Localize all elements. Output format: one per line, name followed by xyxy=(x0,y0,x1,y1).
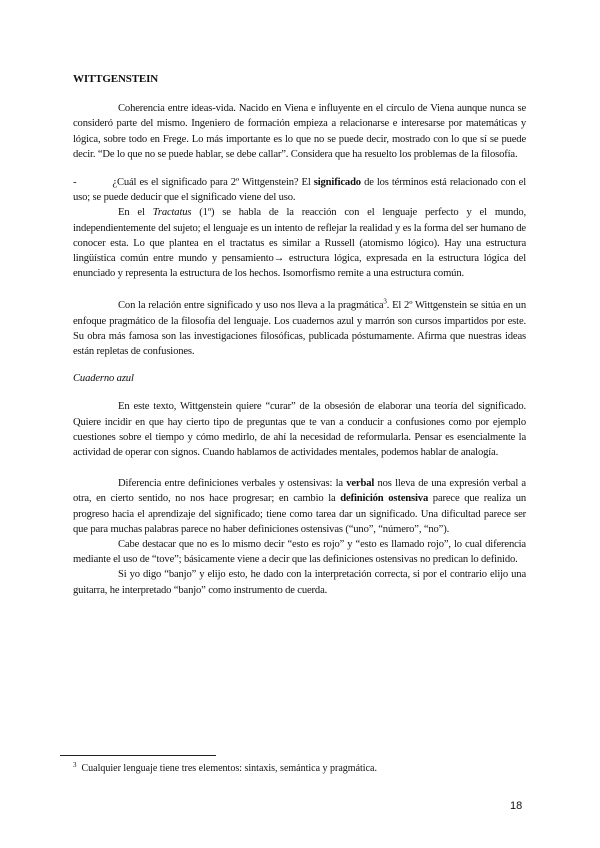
bold-term-definicion-ostensiva: definición ostensiva xyxy=(340,493,429,505)
paragraph-banjo: Si yo digo “banjo” y elijo esto, he dado con la interpretación correcta, si por el contrario elijo una guitarra, he interpretado “banjo” como instrumento de cuerda. xyxy=(73,569,526,596)
section-heading-cuaderno-azul: Cuaderno azul xyxy=(73,373,134,385)
paragraph-tractatus xyxy=(73,205,526,281)
footnote-separator xyxy=(60,755,216,756)
paragraph-text: Con la relación entre significado y uso nos lleva a la pragmática xyxy=(118,300,384,312)
footnote-mark: 3 xyxy=(73,760,77,769)
paragraph-text: (1º) se habla de la reacción con el lenguaje perfecto y el mundo, independientemente del sujeto; el lenguaje es un intento de reflejar la realidad y es la forma del ser humano de conocer esta. Lo que plantea en el tractatus es similar a Russell (atomismo lógico). Hay una estructura lingüística común entre mundo y pensamiento→ estructura lógica, expresada en la estructura lógica del enunciado y representa la estructura de los hechos. Isomorfismo remite a una estructura común. xyxy=(73,207,526,280)
footnote xyxy=(73,762,543,775)
paragraph-rojo: Cabe destacar que no es lo mismo decir “esto es rojo” y “esto es llamado rojo”, lo cual diferencia mediante el uso de “tove”; básicamente viene a decir que las definiciones ostensivas no predican lo definido. xyxy=(73,539,526,566)
paragraph-definiciones xyxy=(73,476,526,537)
paragraph-text: de los términos está relacionado con el uso; se puede deducir que el significado viene del uso. xyxy=(73,177,526,204)
page-body xyxy=(73,72,526,598)
footnote-text: Cualquier lenguaje tiene tres elementos: sintaxis, semántica y pragmática. xyxy=(81,763,377,774)
bold-term-significado: significado xyxy=(313,177,361,189)
paragraph-text: Diferencia entre definiciones verbales y ostensivas: la xyxy=(118,478,347,490)
footnote-reference[interactable]: 3 xyxy=(383,297,387,306)
bold-term-verbal: verbal xyxy=(346,478,375,490)
page-title: WITTGENSTEIN xyxy=(73,73,159,85)
page-number: 18 xyxy=(510,800,523,812)
paragraph-text: ¿Cuál es el significado para 2º Wittgenstein? El xyxy=(112,177,314,189)
paragraph-significado xyxy=(73,175,526,205)
paragraph-text: . El 2º Wittgenstein se sitúa en un enfoque pragmático de la filosofía del lenguaje. Los cuadernos azul y marrón son cursos impartidos por este. Su obra más famosa son las investigaciones filosóficas, publicada póstumamente. Afirma que nuestras ideas están repletas de confusiones. xyxy=(73,300,526,358)
paragraph-text: En el xyxy=(118,207,153,219)
paragraph-text: nos lleva de una expresión verbal a otra, en cierto sentido, no nos hace progresar; en cambio la xyxy=(73,478,526,505)
italic-term-tractatus: Tractatus xyxy=(152,207,192,219)
list-dash: - xyxy=(73,177,77,189)
paragraph-text: parece que realiza un progreso hacia el aprendizaje del significado; tiene como tarea dar un significado. Una dificultad parece ser que para muchas palabras parece no haber definiciones ostensivas (“uno”, “número”, “no”). xyxy=(73,493,526,535)
paragraph-pragmatica xyxy=(73,298,526,359)
paragraph-intro: Coherencia entre ideas-vida. Nacido en Viena e influyente en el círculo de Viena aunque nunca se consideró parte del mismo. Ingeniero de formación empieza a relacionarse e interesarse por matemáticas y lógica, sobre todo en Frege. Lo más importante es lo que no se puede decir, mostrado con lo que sí se puede decir. “De lo que no se puede hablar, se debe callar”. Considera que ha resuelto los problemas de la filosofía. xyxy=(73,103,526,160)
paragraph-cuaderno: En este texto, Wittgenstein quiere “curar” de la obsesión de elaborar una teoría del significado. Quiere incidir en que hay cierto tipo de preguntas que te van a conducir a confusiones como por ejemplo cuestiones sobre el tiempo y cómo medirlo, de ahí la necesidad de reformularla. Pensar es esencialmente la actividad de operar con signos. Cuando hablamos de actividades mentales, podemos hablar de analogía. xyxy=(73,401,526,459)
